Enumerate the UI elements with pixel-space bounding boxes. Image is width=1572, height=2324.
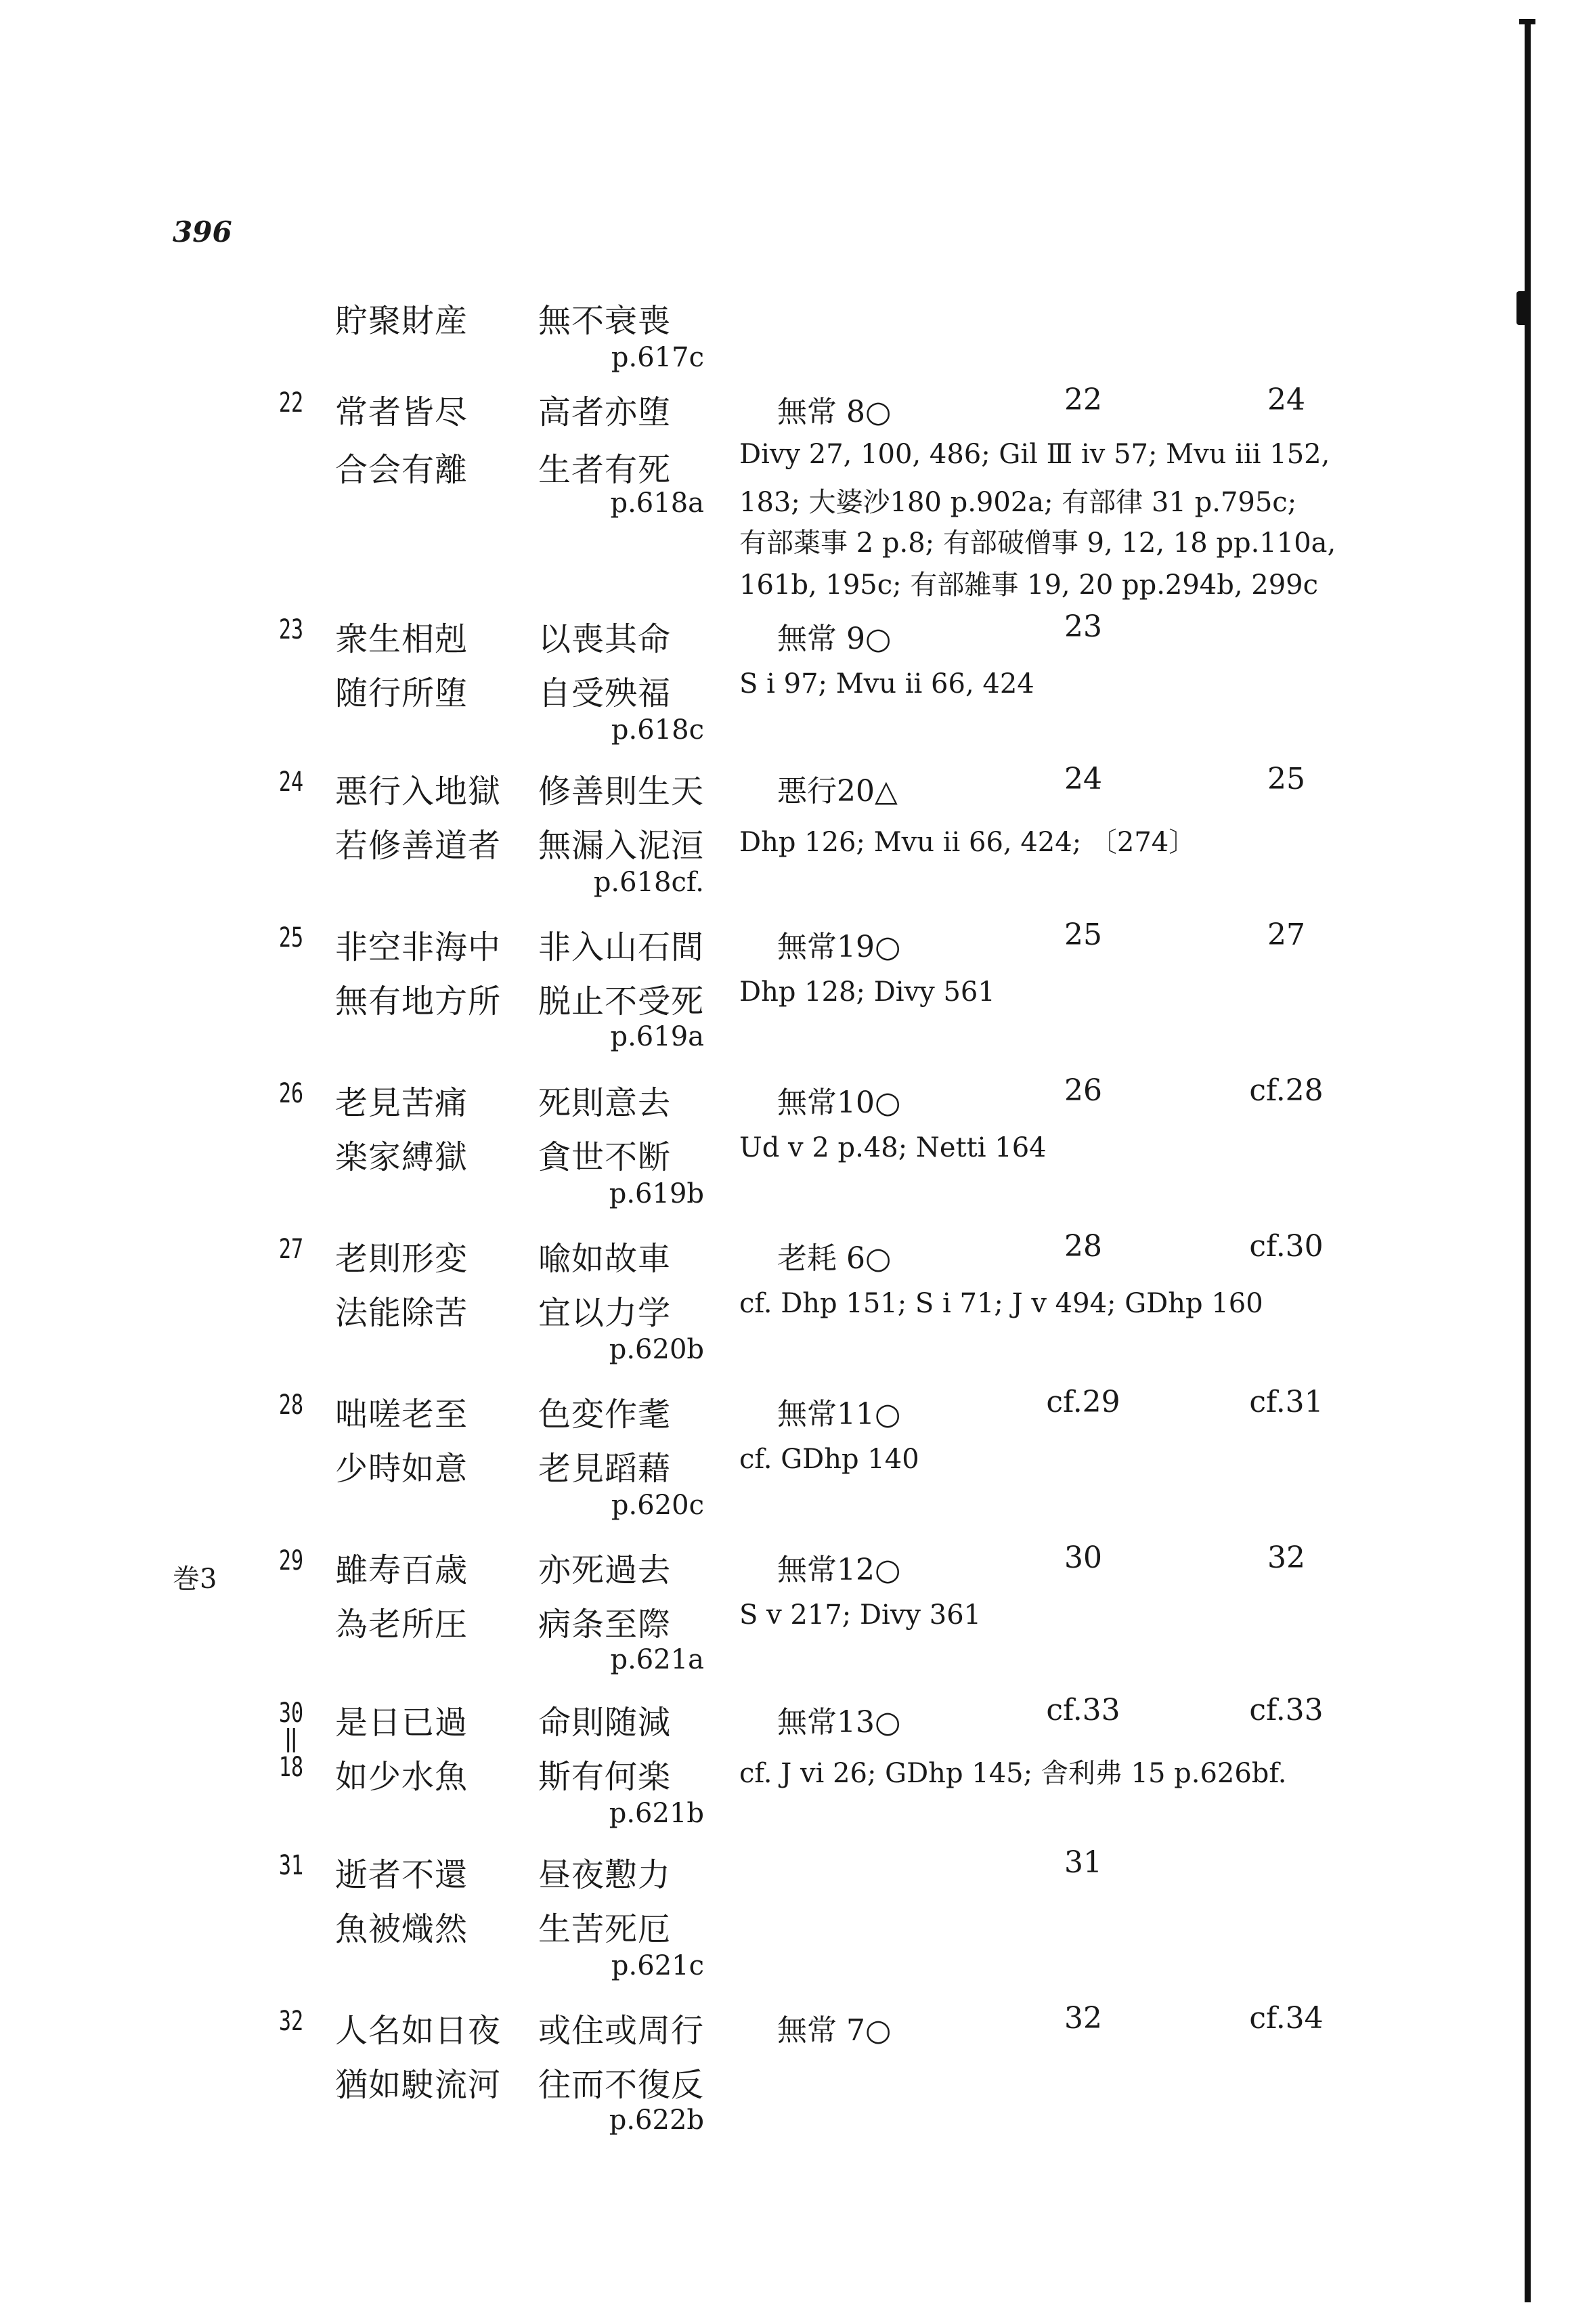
- verse-line-a1: 老見苦痛: [335, 1084, 468, 1122]
- page-edge-line: [1525, 20, 1531, 2302]
- verse-line-a2: 為老所圧: [335, 1606, 468, 1643]
- verse-line-a2: 少時如意: [335, 1450, 468, 1488]
- verse-number: 26: [278, 1078, 304, 1109]
- category: 無常12○: [777, 1553, 901, 1587]
- page-edge-mark: [1516, 291, 1529, 325]
- verse-line-b2: 脱止不受死: [538, 983, 705, 1020]
- verse-line-b1: 命則随減: [538, 1704, 672, 1742]
- verse-line-b1: 以喪其命: [538, 620, 672, 658]
- verse-line-b1: 昼夜懃力: [538, 1856, 672, 1894]
- ref-number-1: 31: [1064, 1845, 1102, 1880]
- category: 無常 9○: [777, 622, 892, 656]
- verse-line-b1: 修善則生天: [538, 773, 705, 811]
- ref-number-2: cf.33: [1249, 1693, 1324, 1727]
- source-ref: p.618c: [611, 714, 704, 746]
- ref-number-2: 32: [1267, 1541, 1305, 1575]
- verse-line-b2: 老見蹈藉: [538, 1450, 672, 1488]
- verse-line-a1: 衆生相剋: [335, 620, 468, 658]
- verse-line-a1: 咄嗟老至: [335, 1396, 468, 1434]
- source-ref: p.621a: [610, 1644, 704, 1675]
- source-ref: p.618cf.: [593, 867, 704, 898]
- verse-line-b2: 往而不復反: [538, 2066, 705, 2104]
- verse-number: 25: [278, 922, 304, 953]
- verse-line-b1: 喩如故車: [538, 1240, 672, 1278]
- parallel-line: S i 97; Mvu ii 66, 424: [739, 668, 1034, 700]
- category: 無常19○: [777, 930, 901, 964]
- source-ref: p.619b: [609, 1178, 704, 1209]
- category: 無常10○: [777, 1085, 901, 1120]
- ref-number-1: cf.29: [1046, 1385, 1120, 1419]
- verse-number: 30: [278, 1698, 304, 1729]
- verse-number: 31: [278, 1850, 304, 1881]
- verse-line-a2: 無有地方所: [335, 983, 502, 1020]
- parallel-line: cf. Dhp 151; S i 71; J v 494; GDhp 160: [739, 1288, 1263, 1319]
- category: 無常 8○: [777, 395, 892, 429]
- verse-line-a1: 逝者不還: [335, 1856, 468, 1894]
- parallel-line: Dhp 128; Divy 561: [739, 976, 995, 1008]
- verse-line-a2: 若修善道者: [335, 827, 502, 865]
- verse-line-b1: 非入山石間: [538, 928, 705, 966]
- category: 無常11○: [777, 1397, 901, 1432]
- source-ref: p.621b: [609, 1798, 704, 1829]
- ref-number-2: 24: [1267, 383, 1305, 417]
- volume-label: 巻3: [173, 1564, 217, 1595]
- source-ref: p.620b: [609, 1334, 704, 1365]
- ref-number-2: cf.31: [1249, 1385, 1324, 1419]
- category: 無常13○: [777, 1705, 901, 1740]
- source-ref: p.619a: [610, 1021, 704, 1052]
- verse-line-b1: 高者亦堕: [538, 393, 672, 431]
- ref-number-2: 27: [1267, 918, 1305, 952]
- source-ref: p.617c: [611, 342, 704, 373]
- ref-number-1: 24: [1064, 762, 1102, 796]
- verse-line-a1: 貯聚財産: [335, 302, 468, 340]
- verse-line-a2: 猶如駛流河: [335, 2066, 502, 2104]
- parallel-line: cf. J vi 26; GDhp 145; 舎利弗 15 p.626bf.: [739, 1758, 1287, 1789]
- ref-number-1: cf.33: [1046, 1693, 1120, 1727]
- parallel-line: Divy 27, 100, 486; Gil Ⅲ iv 57; Mvu iii 152,: [739, 439, 1330, 470]
- ref-number-1: 22: [1064, 383, 1102, 417]
- verse-number: 22: [278, 387, 304, 418]
- category: 老耗 6○: [777, 1241, 892, 1276]
- ref-number-2: cf.34: [1249, 2001, 1324, 2036]
- ref-number-2: 25: [1267, 762, 1305, 796]
- verse-line-a1: 非空非海中: [335, 928, 502, 966]
- equals-mark: ‖: [284, 1725, 299, 1752]
- verse-line-a2: 如少水魚: [335, 1758, 468, 1796]
- verse-number: 29: [278, 1545, 304, 1576]
- category: 悪行20△: [777, 774, 898, 809]
- verse-line-b1: 無不衰喪: [538, 302, 672, 340]
- verse-line-a1: 老則形変: [335, 1240, 468, 1278]
- ref-number-1: 28: [1064, 1229, 1102, 1264]
- parallel-line: Dhp 126; Mvu ii 66, 424; 〔274〕: [739, 827, 1196, 858]
- ref-number-1: 32: [1064, 2001, 1102, 2036]
- verse-line-b2: 貪世不断: [538, 1138, 672, 1176]
- parallel-line: Ud v 2 p.48; Netti 164: [739, 1132, 1047, 1163]
- verse-line-b2: 生者有死: [538, 451, 672, 489]
- verse-line-b1: 亦死過去: [538, 1551, 672, 1589]
- ref-number-1: 25: [1064, 918, 1102, 952]
- verse-line-a1: 雖寿百歳: [335, 1551, 468, 1589]
- parallel-line: 161b, 195c; 有部雑事 19, 20 pp.294b, 299c: [739, 569, 1319, 601]
- verse-line-b1: 或住或周行: [538, 2012, 705, 2050]
- verse-line-a2: 法能除苦: [335, 1294, 468, 1332]
- page-number: 396: [173, 215, 232, 249]
- verse-line-a1: 是日已過: [335, 1704, 468, 1742]
- verse-line-b1: 死則意去: [538, 1084, 672, 1122]
- verse-line-b1: 色変作耄: [538, 1396, 672, 1434]
- verse-line-b2: 無漏入泥洹: [538, 827, 705, 865]
- verse-number: 23: [278, 614, 304, 645]
- page-edge-tick: [1519, 19, 1535, 24]
- verse-number: 27: [278, 1234, 304, 1265]
- source-ref: p.618a: [610, 488, 704, 519]
- source-ref: p.621c: [611, 1950, 704, 1981]
- verse-line-a2: 合会有離: [335, 451, 468, 489]
- verse-number: 32: [278, 2006, 304, 2037]
- category: 無常 7○: [777, 2013, 892, 2048]
- verse-line-b2: 宜以力学: [538, 1294, 672, 1332]
- ref-number-2: cf.28: [1249, 1073, 1324, 1108]
- source-ref: p.622b: [609, 2105, 704, 2136]
- verse-line-a1: 悪行入地獄: [335, 773, 502, 811]
- ref-number-2: cf.30: [1249, 1229, 1324, 1264]
- parallel-line: cf. GDhp 140: [739, 1444, 919, 1475]
- ref-number-1: 30: [1064, 1541, 1102, 1575]
- ref-number-1: 26: [1064, 1073, 1102, 1108]
- parallel-line: S v 217; Divy 361: [739, 1599, 982, 1631]
- verse-number-alt: 18: [278, 1752, 304, 1783]
- verse-line-a1: 常者皆尽: [335, 393, 468, 431]
- verse-line-a2: 随行所堕: [335, 674, 468, 712]
- verse-line-a2: 魚被熾然: [335, 1910, 468, 1948]
- verse-line-b2: 自受殃福: [538, 674, 672, 712]
- parallel-line: 183; 大婆沙180 p.902a; 有部律 31 p.795c;: [739, 487, 1297, 518]
- verse-line-b2: 病条至際: [538, 1606, 672, 1643]
- verse-line-b2: 生苦死厄: [538, 1910, 672, 1948]
- verse-number: 28: [278, 1390, 304, 1421]
- verse-line-a2: 楽家縛獄: [335, 1138, 468, 1176]
- ref-number-1: 23: [1064, 609, 1102, 644]
- parallel-line: 有部薬事 2 p.8; 有部破僧事 9, 12, 18 pp.110a,: [739, 528, 1336, 559]
- source-ref: p.620c: [611, 1490, 704, 1521]
- verse-line-b2: 斯有何楽: [538, 1758, 672, 1796]
- verse-line-a1: 人名如日夜: [335, 2012, 502, 2050]
- verse-number: 24: [278, 767, 304, 798]
